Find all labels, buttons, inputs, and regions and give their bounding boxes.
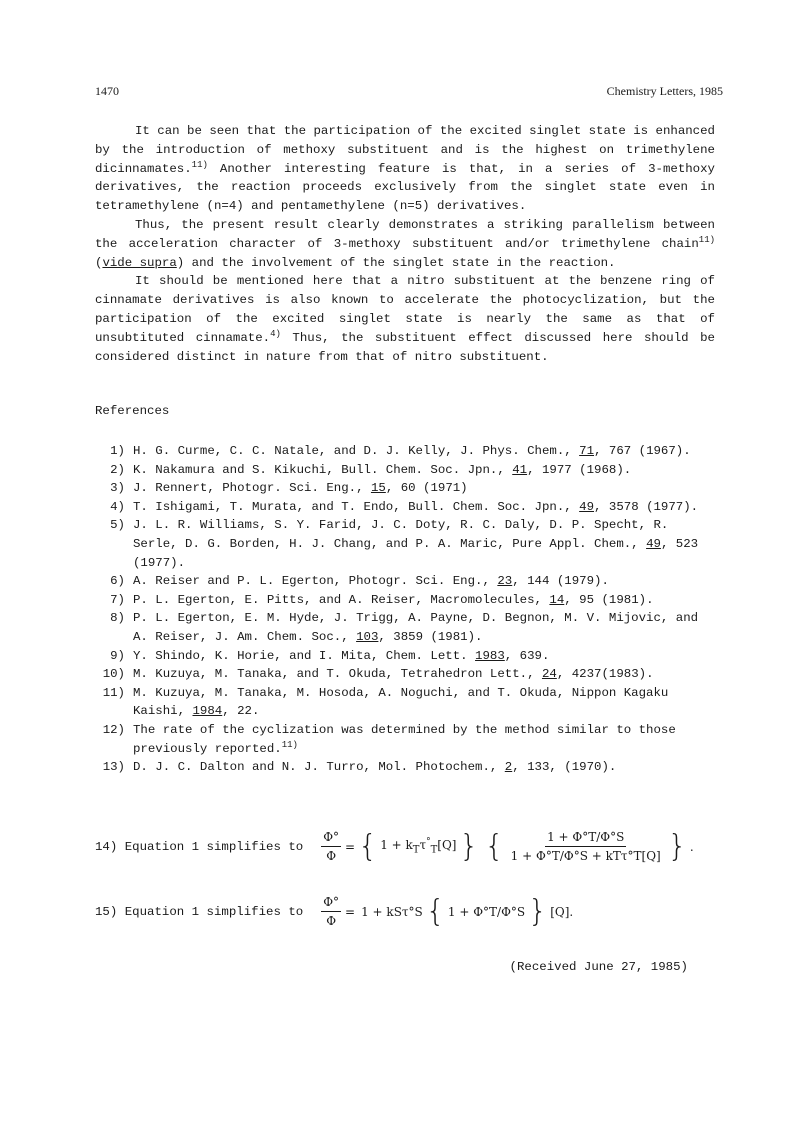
reference-number: 3) (110, 481, 125, 496)
reference-item (95, 647, 715, 666)
reference-text: T. Ishigami, T. Murata, and T. Endo, Bull. Chem. Soc. Jpn., 49, 3578 (1977). (133, 499, 699, 514)
lhs-denominator: Φ (326, 914, 337, 928)
citation-superscript: 11) (191, 159, 208, 170)
reference-item (95, 572, 715, 591)
equation-15-lhs (321, 895, 341, 928)
reference-text: P. L. Egerton, E. Pitts, and A. Reiser, Macromolecules, 14, 95 (1981). (133, 592, 654, 607)
reference-item (95, 516, 715, 572)
reference-number: 12) (102, 722, 125, 737)
reference-number: 1) (110, 444, 125, 458)
received-date: (Received June 27, 1985) (509, 960, 688, 974)
reference-item (95, 609, 715, 646)
reference-item (95, 721, 715, 758)
reference-text: M. Kuzuya, M. Tanaka, M. Hosoda, A. Noguchi, and T. Okuda, Nippon Kagaku Kaishi, 1984, 22. (133, 685, 669, 719)
reference-item (95, 461, 715, 480)
references-list (95, 442, 715, 777)
lhs-numerator: Φ° (321, 830, 341, 847)
right-brace: } (528, 893, 548, 929)
left-brace: { (358, 828, 378, 864)
right-brace: } (667, 828, 687, 864)
equation-15-tail: [Q]. (550, 904, 574, 919)
equation-15-lead: 15) Equation 1 simplifies to (95, 904, 304, 919)
vide-supra-text: vide supra (102, 255, 177, 270)
reference-item (95, 442, 715, 461)
equation-14-rhs (511, 830, 661, 863)
paragraph-2-text-c: ) and the involvement of the singlet state in the reaction. (176, 255, 616, 270)
reference-item (95, 758, 715, 777)
paragraph-2-text-b: ( (95, 255, 103, 270)
reference-text: J. L. R. Williams, S. Y. Farid, J. C. Doty, R. C. Daly, D. P. Specht, R. Serle, D. G. Borden, H. J. Chang, and P. A. Maric, Pure Appl. Chem., 49, 523 (1977). (133, 518, 699, 570)
paragraph-2 (95, 216, 715, 272)
equation-end: . (689, 839, 694, 854)
reference-number: 11) (102, 685, 125, 700)
reference-text: D. J. C. Dalton and N. J. Turro, Mol. Photochem., 2, 133, (1970). (133, 760, 617, 775)
equation-15-inner: 1 + Φ°T/Φ°S (447, 904, 526, 919)
paragraph-1-text-b: Another interesting feature is that, in a series of 3-methoxy derivatives, the reaction proceeds exclusively from the singlet state even in tetramethylene (n=4) and pentamethylene (n=5) derivatives. (95, 161, 715, 214)
reference-item (95, 665, 715, 684)
reference-number: 7) (110, 592, 125, 607)
reference-number: 4) (110, 499, 125, 514)
reference-text: H. G. Curme, C. C. Natale, and D. J. Kelly, J. Phys. Chem., 71, 767 (1967). (133, 444, 691, 458)
reference-text: A. Reiser and P. L. Egerton, Photogr. Sci. Eng., 23, 144 (1979). (133, 574, 609, 589)
paragraph-1-text-a: It can be seen that the participation of the excited singlet state is enhanced by the introduction of methoxy substituent and is the highest on trimethylene dicinnamates. (95, 124, 715, 176)
reference-text: The rate of the cyclization was determined by the method similar to those previously reported.$^{11)}$ (133, 722, 676, 756)
reference-text: P. L. Egerton, E. M. Hyde, J. Trigg, A. Payne, D. Begnon, M. V. Mijovic, and A. Reiser, J. Am. Chem. Soc., 103, 3859 (1981). (133, 611, 699, 644)
equation-15-term1: 1 + kSτ°S (361, 904, 423, 919)
rhs-numerator: 1 + Φ°T/Φ°S (545, 830, 626, 847)
equation-15-math (317, 895, 573, 928)
reference-number: 13) (102, 760, 125, 775)
rhs-denominator: 1 + Φ°T/Φ°S + kTτ°T[Q] (510, 849, 661, 863)
paragraph-3 (95, 272, 715, 366)
right-brace: } (459, 828, 479, 864)
reference-item (95, 479, 715, 498)
reference-text: J. Rennert, Photogr. Sci. Eng., 15, 60 (1971) (133, 481, 468, 496)
reference-item (95, 591, 715, 610)
left-brace: { (425, 893, 445, 929)
reference-number: 8) (110, 611, 125, 626)
lhs-denominator: Φ (326, 849, 337, 863)
reference-number: 6) (110, 574, 125, 589)
page-number: 1470 (95, 84, 119, 98)
citation-superscript: 4) (270, 328, 281, 339)
equals-sign: = (345, 904, 356, 919)
reference-text: Y. Shindo, K. Horie, and I. Mita, Chem. Lett. 1983, 639. (133, 648, 550, 663)
reference-text: K. Nakamura and S. Kikuchi, Bull. Chem. Soc. Jpn., 41, 1977 (1968). (133, 462, 632, 477)
reference-item (95, 684, 715, 721)
reference-number: 9) (110, 648, 125, 663)
paragraph-1 (95, 122, 715, 216)
paragraph-3-text-b: Thus, the substituent effect discussed here should be considered distinct in nature from that of nitro substituent. (95, 330, 715, 364)
reference-text: M. Kuzuya, M. Tanaka, and T. Okuda, Tetrahedron Lett., 24, 4237(1983). (133, 667, 654, 682)
equals-sign: = (345, 839, 356, 854)
equation-14 (95, 830, 694, 863)
reference-number: 5) (110, 518, 125, 533)
paragraph-3-text-a: It should be mentioned here that a nitro substituent at the benzene ring of cinnamate derivatives is also known to accelerate the photocyclization, but the participation of the excited singlet state is nearly the same as that of unsubtituted cinnamate. (95, 274, 715, 345)
paragraph-2-text-a: Thus, the present result clearly demonstrates a striking parallelism between the acceleration character of 3-methoxy substituent and/or trimethylene chain (95, 217, 715, 251)
equation-14-math (317, 830, 693, 863)
references-heading: References (95, 404, 170, 418)
left-brace: { (484, 828, 504, 864)
equation-14-lead: 14) Equation 1 simplifies to (95, 839, 304, 854)
citation-superscript: 11) (698, 234, 715, 245)
equation-14-lhs (321, 830, 341, 863)
equation-15 (95, 895, 573, 928)
equation-14-term1: $1 + k_T\tau^\circ_T[Q]$ (380, 836, 457, 856)
reference-number: 2) (110, 462, 125, 477)
reference-item (95, 498, 715, 517)
lhs-numerator: Φ° (321, 895, 341, 912)
journal-header: Chemistry Letters, 1985 (606, 84, 723, 98)
body-text (95, 122, 715, 366)
reference-number: 10) (102, 667, 125, 682)
